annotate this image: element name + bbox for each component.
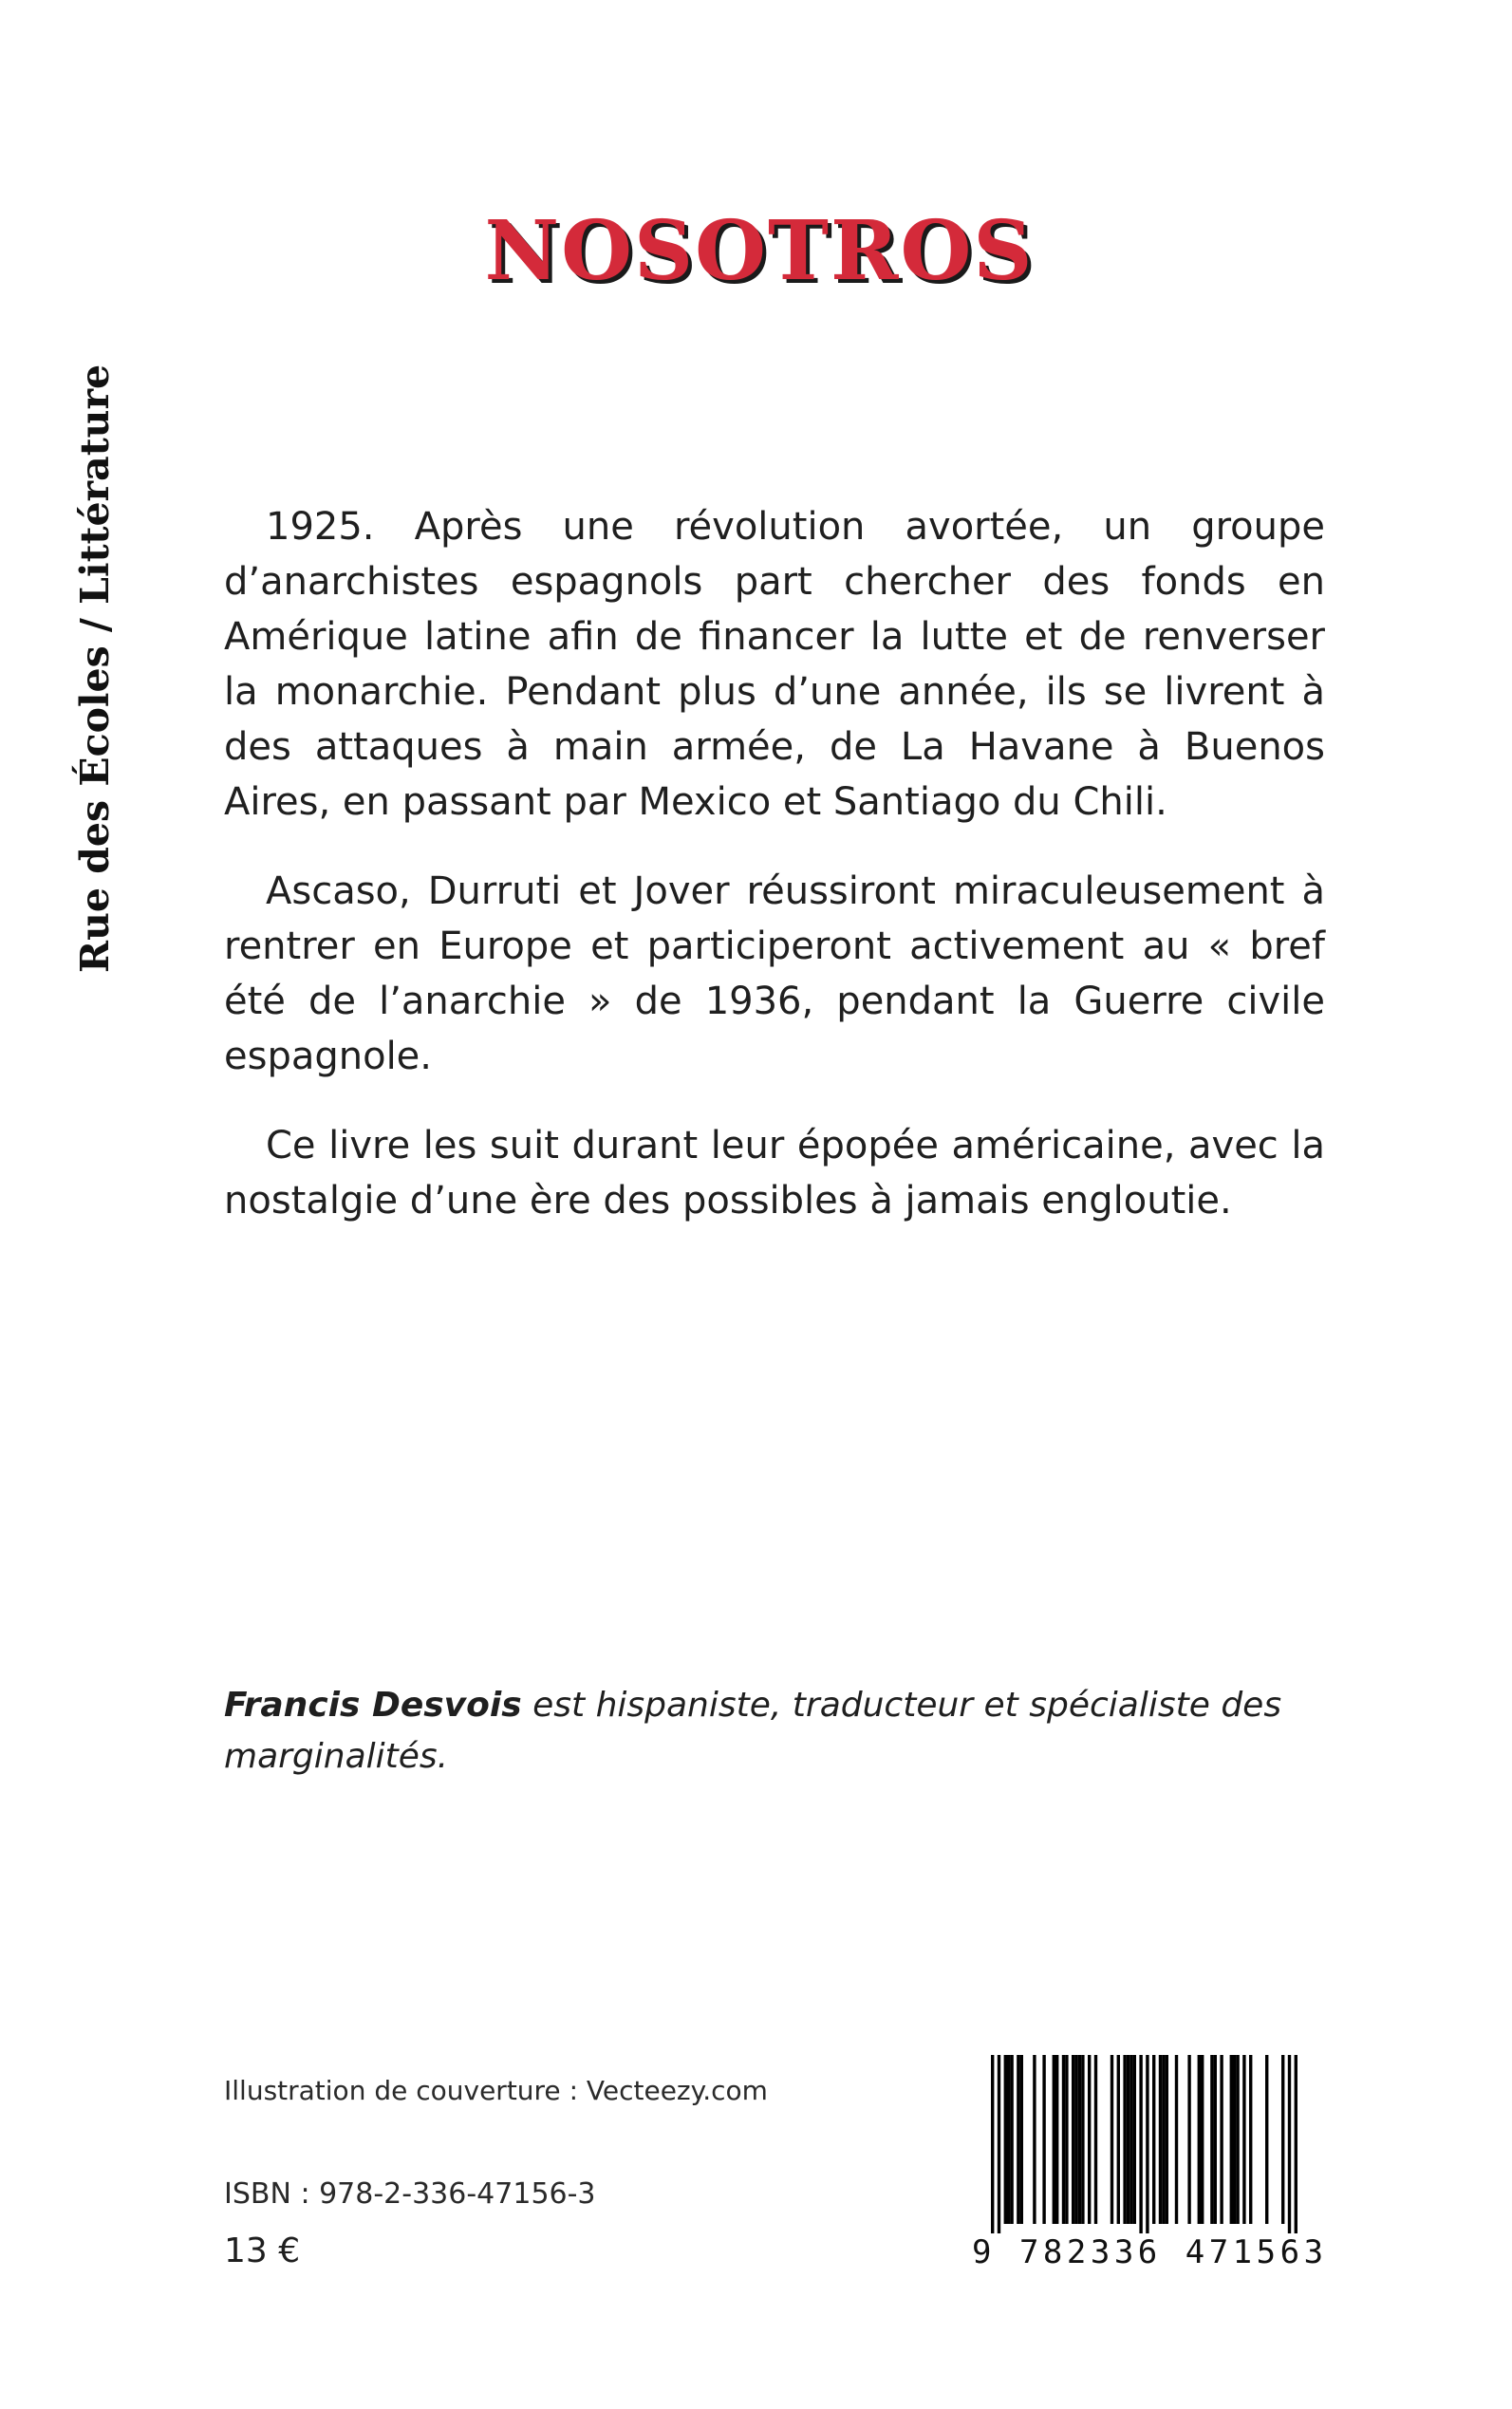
author-name: Francis Desvois bbox=[224, 1686, 522, 1725]
barcode-bar bbox=[1242, 2055, 1245, 2224]
barcode-bar bbox=[1214, 2055, 1217, 2224]
blurb-paragraph: Ascaso, Durruti et Jover réussiront miraculeusement à rentrer en Europe et participeront activement au « bref été de l’anarchie » de 1936, pendant la Guerre civile espagnole. bbox=[224, 869, 1325, 1078]
barcode-bar bbox=[1159, 2055, 1162, 2224]
barcode-bar bbox=[1146, 2055, 1148, 2235]
barcode-bar bbox=[1127, 2055, 1129, 2224]
barcode-bar bbox=[1187, 2055, 1190, 2224]
barcode-bar bbox=[1053, 2055, 1055, 2224]
barcode-bars bbox=[968, 2055, 1329, 2235]
author-note bbox=[224, 1680, 1325, 1783]
price: 13 € bbox=[224, 2232, 301, 2270]
cover-illustration-credit: Illustration de couverture : Vecteezy.com bbox=[224, 2075, 768, 2106]
barcode-bar bbox=[1062, 2055, 1065, 2224]
barcode-bar bbox=[1230, 2055, 1233, 2224]
barcode-bar bbox=[1281, 2055, 1284, 2224]
barcode-bar bbox=[1088, 2055, 1091, 2224]
barcode-bar bbox=[1166, 2055, 1168, 2224]
barcode-bar bbox=[1249, 2055, 1252, 2224]
barcode-bar bbox=[1094, 2055, 1097, 2224]
barcode-bar bbox=[1129, 2055, 1132, 2224]
barcode-bar bbox=[1265, 2055, 1268, 2224]
barcode-bar bbox=[1175, 2055, 1178, 2224]
barcode-bar bbox=[1220, 2055, 1223, 2224]
barcode-bar bbox=[1133, 2055, 1136, 2224]
barcode-bar bbox=[1004, 2055, 1007, 2224]
barcode-bar bbox=[1210, 2055, 1213, 2224]
barcode-bar bbox=[1055, 2055, 1058, 2224]
blurb-paragraph: Ce livre les suit durant leur épopée américaine, avec la nostalgie d’une ère des possibles à jamais engloutie. bbox=[224, 1124, 1325, 1223]
barcode bbox=[968, 2055, 1329, 2283]
book-title: NOSOTROS bbox=[484, 203, 1035, 299]
barcode-bar bbox=[1295, 2055, 1297, 2235]
barcode-bar bbox=[1065, 2055, 1068, 2224]
barcode-bar bbox=[1152, 2055, 1155, 2224]
barcode-bar bbox=[1236, 2055, 1239, 2224]
barcode-bar bbox=[1007, 2055, 1010, 2224]
barcode-bar bbox=[1139, 2055, 1142, 2235]
barcode-digits: 9 782336 471563 bbox=[968, 2233, 1329, 2271]
barcode-bar bbox=[1033, 2055, 1036, 2224]
barcode-bar bbox=[1117, 2055, 1120, 2224]
barcode-bar bbox=[1198, 2055, 1201, 2224]
barcode-bar bbox=[998, 2055, 1000, 2235]
barcode-bar bbox=[1017, 2055, 1019, 2224]
blurb-paragraph: 1925. Après une révolution avortée, un groupe d’anarchistes espagnols part chercher des fonds en Amérique latine afin de financer la lutte et de renverser la monarchie. Pendant plus d’une année, ils se livrent à des attaques à main armée, de La Havane à Buenos Aires, en passant par Mexico et Santiago du Chili. bbox=[224, 505, 1325, 824]
barcode-bar bbox=[1288, 2055, 1291, 2235]
back-cover-blurb bbox=[224, 499, 1325, 1262]
barcode-bar bbox=[1111, 2055, 1113, 2224]
barcode-bar bbox=[1010, 2055, 1013, 2224]
barcode-bar bbox=[1233, 2055, 1236, 2224]
barcode-bar bbox=[1074, 2055, 1077, 2224]
barcode-bar bbox=[1201, 2055, 1204, 2224]
barcode-bar bbox=[1123, 2055, 1126, 2224]
barcode-bar bbox=[1162, 2055, 1165, 2224]
barcode-bar bbox=[1078, 2055, 1081, 2224]
barcode-bar bbox=[991, 2055, 994, 2235]
barcode-bar bbox=[1042, 2055, 1045, 2224]
isbn-number: ISBN : 978-2-336-47156-3 bbox=[224, 2177, 596, 2211]
author-bio: est hispaniste, traducteur et spécialiste des marginalités. bbox=[224, 1686, 1282, 1776]
barcode-bar bbox=[1020, 2055, 1023, 2224]
barcode-bar bbox=[1072, 2055, 1074, 2224]
spine-collection-label: Rue des Écoles / Littérature bbox=[72, 364, 118, 973]
barcode-bar bbox=[1081, 2055, 1084, 2224]
